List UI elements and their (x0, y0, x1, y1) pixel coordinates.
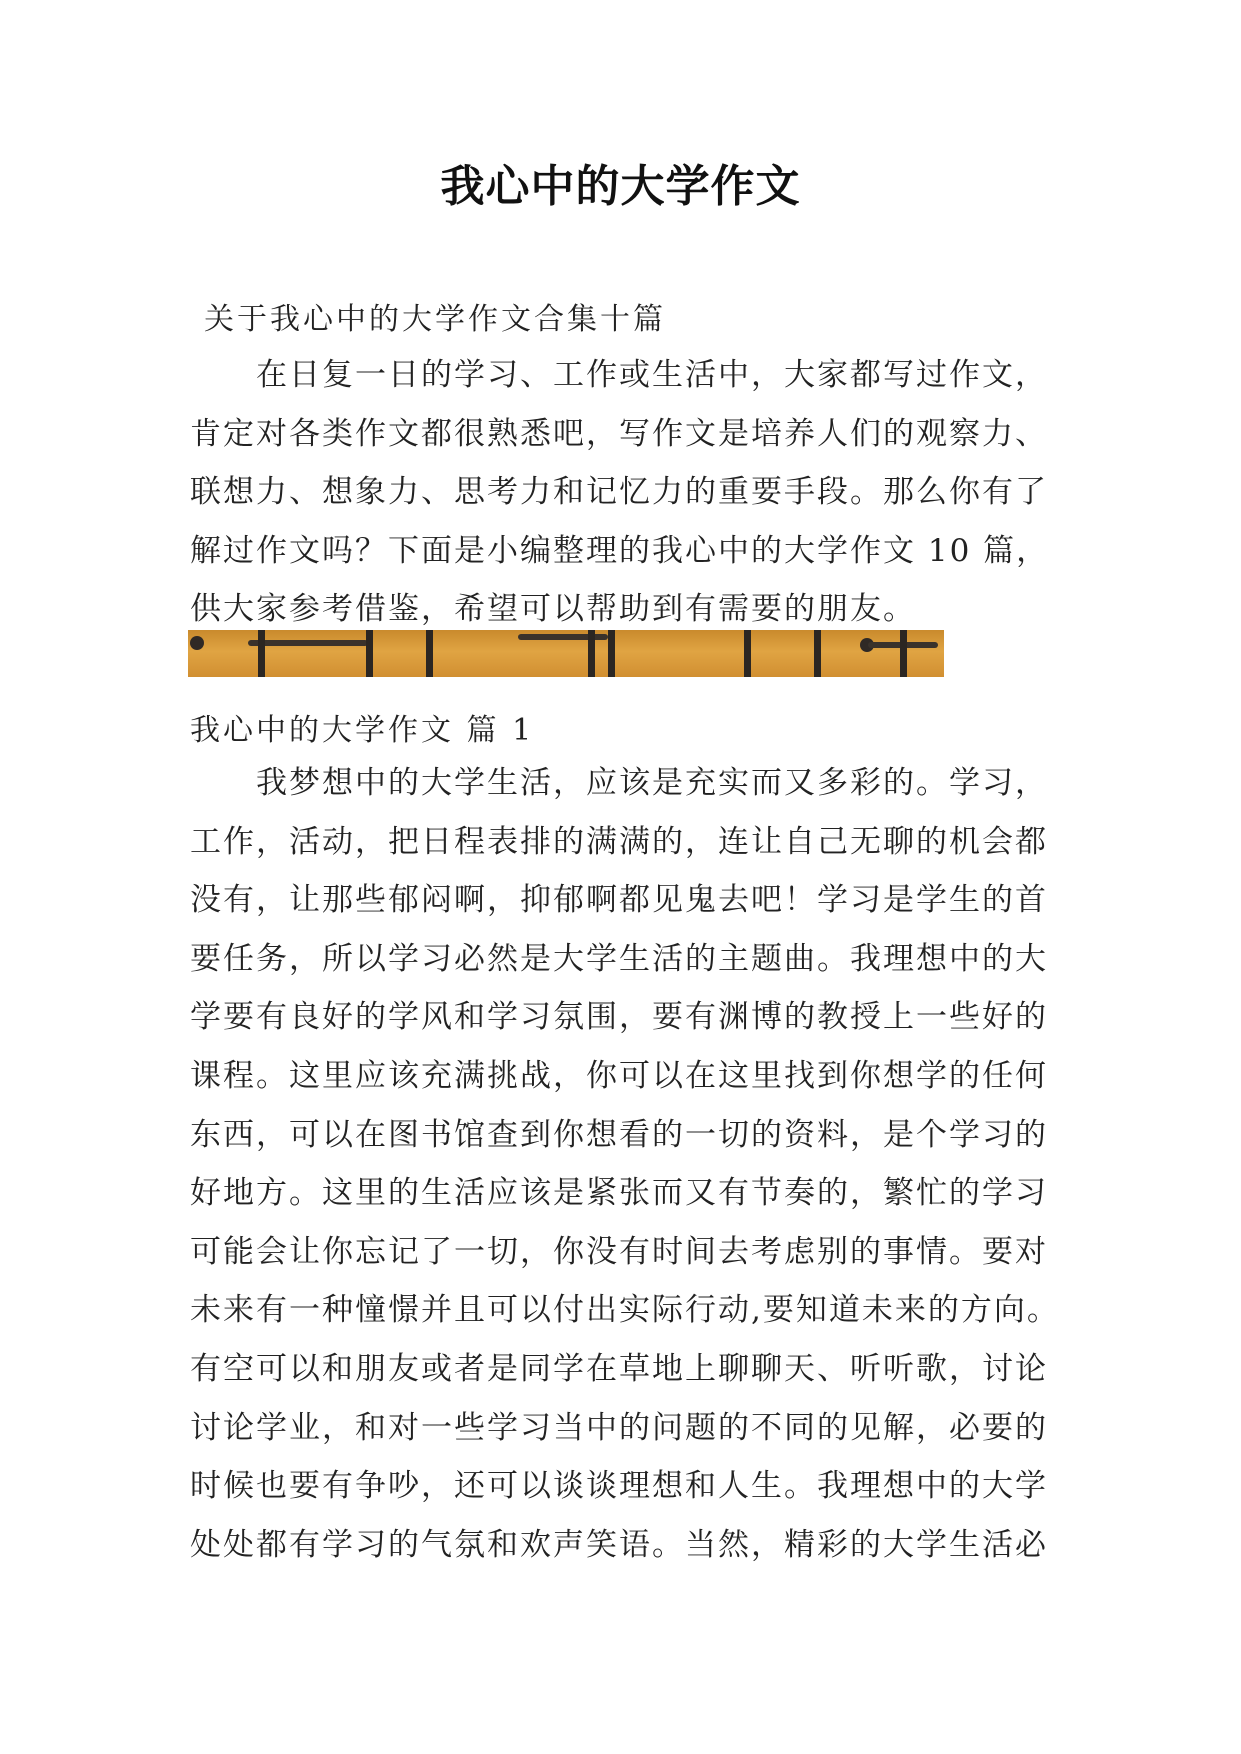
document-subtitle: 关于我心中的大学作文合集十篇 (204, 302, 666, 337)
paragraph-line: 东西，可以在图书馆查到你想看的一切的资料，是个学习的 (190, 1116, 1048, 1153)
paragraph-line: 在日复一日的学习、工作或生活中，大家都写过作文， (190, 357, 1048, 393)
paragraph-line: 未来有一种憧憬并且可以付出实际行动,要知道未来的方向。 (190, 1292, 1060, 1329)
paragraph-line: 有空可以和朋友或者是同学在草地上聊聊天、听听歌，讨论 (190, 1350, 1048, 1387)
paragraph-line: 讨论学业，和对一些学习当中的问题的不同的见解，必要的 (190, 1409, 1048, 1446)
section-heading: 我心中的大学作文 篇 1 (190, 713, 535, 748)
paragraph-line: 肯定对各类作文都很熟悉吧，写作文是培养人们的观察力、 (190, 415, 1048, 452)
paragraph-line: 可能会让你忘记了一切，你没有时间去考虑别的事情。要对 (190, 1233, 1048, 1270)
paragraph-line: 好地方。这里的生活应该是紧张而又有节奏的，繁忙的学习 (190, 1175, 1048, 1212)
paragraph-line: 我梦想中的大学生活，应该是充实而又多彩的。学习， (190, 765, 1048, 801)
paragraph-line: 没有，让那些郁闷啊，抑郁啊都见鬼去吧！学习是学生的首 (190, 882, 1048, 919)
intro-paragraph (190, 346, 1090, 639)
paragraph-line: 学要有良好的学风和学习氛围，要有渊博的教授上一些好的 (190, 999, 1048, 1036)
paragraph-line: 工作，活动，把日程表排的满满的，连让自己无聊的机会都 (190, 823, 1048, 860)
paragraph-line: 时候也要有争吵，还可以谈谈理想和人生。我理想中的大学 (190, 1468, 1048, 1505)
essay-body (190, 754, 1090, 1574)
paragraph-line: 要任务，所以学习必然是大学生活的主题曲。我理想中的大 (190, 940, 1048, 977)
paragraph-line: 解过作文吗？下面是小编整理的我心中的大学作文 10 篇， (190, 532, 1050, 569)
classroom-banner-image (188, 630, 944, 677)
paragraph-line: 处处都有学习的气氛和欢声笑语。当然，精彩的大学生活必 (190, 1526, 1048, 1563)
paragraph-line: 供大家参考借鉴，希望可以帮助到有需要的朋友。 (190, 591, 916, 628)
paragraph-line: 联想力、想象力、思考力和记忆力的重要手段。那么你有了 (190, 474, 1048, 511)
paragraph-line: 课程。这里应该充满挑战，你可以在这里找到你想学的任何 (190, 1057, 1048, 1094)
page-title: 我心中的大学作文 (440, 161, 801, 212)
